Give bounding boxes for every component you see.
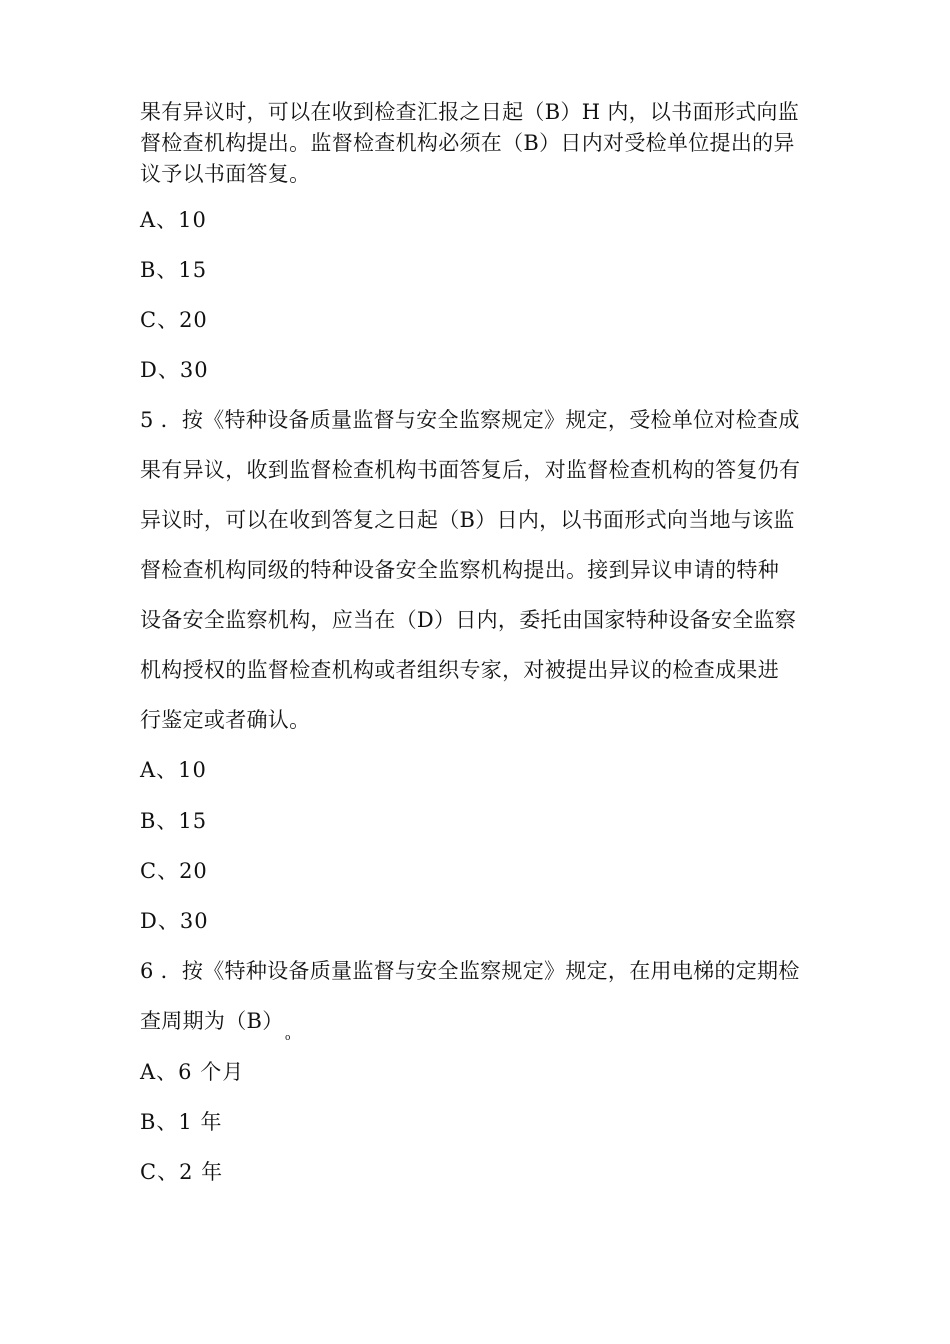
question-5-line: 设备安全监察机构，应当在（D）日内，委托由国家特种设备安全监察 — [140, 608, 797, 632]
question-6-line: 6 ．按《特种设备质量监督与安全监察规定》规定，在用电梯的定期检 — [140, 959, 800, 983]
question-5-line: 异议时，可以在收到答复之日起（B）日内，以书面形式向当地与该监 — [140, 508, 795, 532]
option-c: C、20 — [140, 308, 208, 332]
paragraph-line: 督检查机构提出。监督检查机构必须在（B）日内对受检单位提出的异 — [140, 131, 795, 155]
question-5-line: 果有异议，收到监督检查机构书面答复后，对监督检查机构的答复仍有 — [140, 458, 801, 482]
option-a: A、10 — [140, 758, 207, 782]
question-5-line: 5 ．按《特种设备质量监督与安全监察规定》规定，受检单位对检查成 — [140, 408, 800, 432]
paragraph-line: 议予以书面答复。 — [140, 162, 311, 186]
option-d: D、30 — [140, 358, 209, 382]
question-5-line: 督检查机构同级的特种设备安全监察机构提出。接到异议申请的特种 — [140, 558, 779, 582]
trailing-mark: o — [285, 1033, 291, 1043]
question-6-line: 查周期为（B） — [140, 1009, 284, 1033]
option-a: A、6 个月 — [140, 1060, 245, 1084]
question-5-line: 机构授权的监督检查机构或者组织专家，对被提出异议的检查成果进 — [140, 658, 779, 682]
question-5-line: 行鉴定或者确认。 — [140, 708, 311, 732]
option-a: A、10 — [140, 208, 207, 232]
option-b: B、1 年 — [140, 1110, 223, 1134]
option-b: B、15 — [140, 258, 208, 282]
option-d: D、30 — [140, 909, 209, 933]
option-c: C、2 年 — [140, 1160, 224, 1184]
option-b: B、15 — [140, 809, 208, 833]
paragraph-line: 果有异议时，可以在收到检查汇报之日起（B）H 内，以书面形式向监 — [140, 100, 800, 124]
option-c: C、20 — [140, 859, 208, 883]
